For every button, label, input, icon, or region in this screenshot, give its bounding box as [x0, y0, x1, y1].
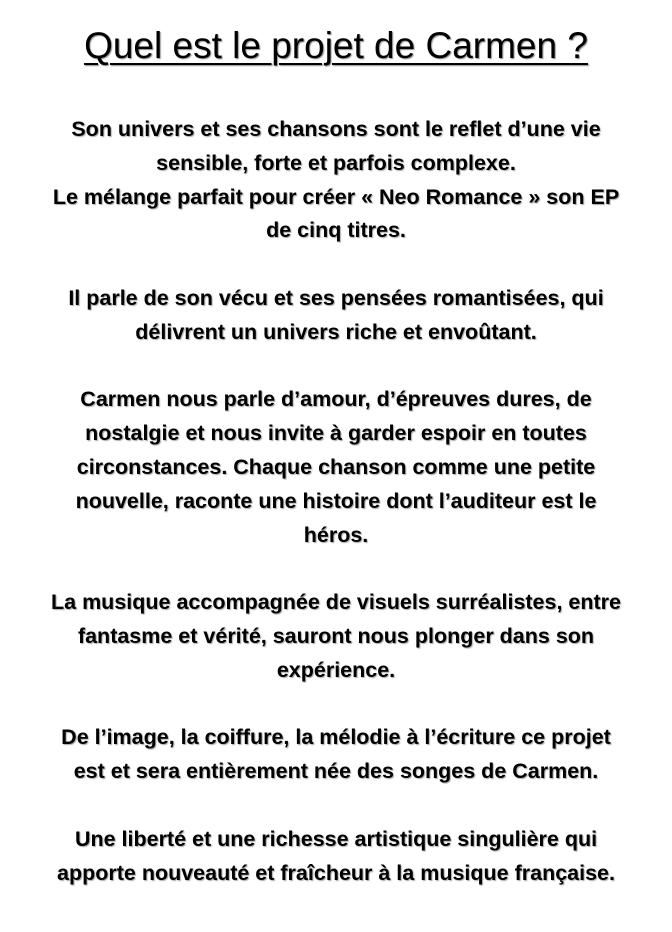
text-line: La musique accompagnée de visuels surréalistes, entre — [51, 590, 621, 615]
text-line: est et sera entièrement née des songes de Carmen. — [73, 759, 599, 784]
text-line: fantasme et vérité, sauront nous plonger dans son — [77, 623, 595, 648]
text-line: héros. — [303, 522, 369, 547]
text-line: circonstances. Chaque chanson comme une petite — [76, 454, 596, 479]
text-line: Son univers et ses chansons sont le reflet d’une vie — [71, 117, 601, 141]
paragraph-origin — [14, 721, 658, 789]
paragraph-intro — [14, 113, 658, 248]
text-line: délivrent un univers riche et envoûtant. — [135, 319, 537, 344]
page-title: Quel est le projet de Carmen ? — [84, 25, 588, 66]
paragraph-themes — [14, 282, 658, 350]
text-line: expérience. — [276, 657, 396, 682]
paragraph-songs — [14, 383, 658, 552]
text-line: apporte nouveauté et fraîcheur à la musique française. — [57, 860, 615, 885]
text-line: nostalgie et nous invite à garder espoir en toutes — [85, 421, 587, 446]
document-body — [14, 113, 658, 890]
text-line: Carmen nous parle d’amour, d’épreuves dures, de — [80, 387, 592, 412]
paragraph-closing — [14, 823, 658, 891]
text-line: Il parle de son vécu et ses pensées romantisées, qui — [68, 285, 604, 310]
paragraph-visuals — [14, 586, 658, 687]
text-line: sensible, forte et parfois complexe. — [156, 150, 516, 175]
text-line: Une liberté et une richesse artistique singulière qui — [74, 826, 598, 851]
text-line: Le mélange parfait pour créer « Neo Romance » son EP — [52, 184, 620, 209]
text-line: De l’image, la coiffure, la mélodie à l’écriture ce projet — [61, 725, 611, 750]
text-line: de cinq titres. — [266, 218, 406, 243]
text-line: nouvelle, raconte une histoire dont l’auditeur est le — [75, 488, 597, 513]
